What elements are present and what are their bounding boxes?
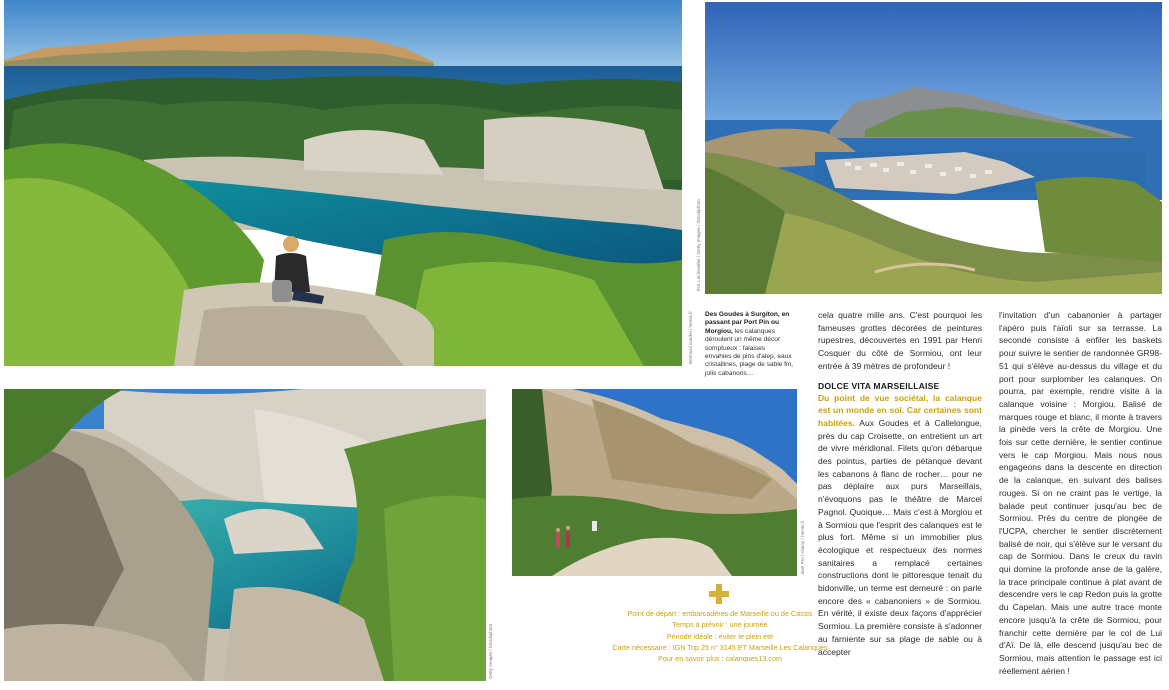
info-key: Carte nécessaire : [612,642,671,652]
info-value: une journée [727,620,768,630]
info-periode [605,631,835,642]
info-key: Pour en savoir plus : [658,654,724,664]
info-key: Période idéale : [666,631,717,641]
photo-village-bay [705,2,1162,294]
photo-credit: Bart Pro / Alamy / hemis.fr [800,520,805,574]
practical-info [605,608,835,664]
article-paragraph: cela quatre mille ans. C'est pourquoi les fameuses grottes décorées de peintures rupestres, découvertes en 1991 par Henri Cosquer du côté de Sormiou, ont leur entrée à 39 mètres de profondeur ! [818,310,982,371]
photo-credit: Éric Lechevalier / Getty Images / iStockphoto [696,199,701,291]
info-value: IGN Top 25 n° 3145 ET Marseille Les Calanques [670,642,828,652]
photo-caption [705,311,793,378]
article-paragraph: Aux Goudes et à Callelongue, près du cap Croisette, on entretient un art de vivre méridional. Filets qu'on débarque des pointus, parties de pétanque devant les cabanons à flanc de rocher… pour ne pas déplaire aux purs Marseillais, n'évoquons pas le théâtre de Marcel Pagnol. Quoique… Mais c'est à Morgiou et à Sormiou que l'esprit des calanques est le plus fort. Même si un immobilier plus écologique et respectueux des normes sanitaires a remplacé certaines constructions dont le pittoresque tenait du bidonville, un terme est demeuré : on parle encore des « cabanoniers » de Sormiou. En vérité, il existe deux façons d'apprécier Sormiou. La première consiste à s'adonner au farniente sur sa plage de sable ou à accepter [818,417,982,657]
lead-text: Du point de vue sociétal, la calanque est un monde en soi. Car certaines sont habitées. [818,392,982,428]
section-title: DOLCE VITA MARSEILLAISE [818,380,940,391]
info-value: embarcadères de Marseille ou de Cassis [680,609,813,618]
caption-bold: Des Goudes à Surgiton, en passant par Port Pin ou Morgiou, [705,311,790,335]
info-link[interactable]: calanques13.com [723,654,782,664]
photo-calanque-hiker [4,0,682,366]
info-key: Point de départ : [627,609,681,618]
photo-credit: Bertrand Gardel / hemis.fr [688,311,693,364]
photo-credit: Getty Images / iStockphoto [488,623,493,679]
info-depart [605,608,835,619]
article-column-a [818,309,982,658]
info-temps [605,619,835,630]
article-paragraph: l'invitation d'un cabanonier à partager l'apéro puis l'aïoli sur sa terrasse. La seconde consiste à enfiler les baskets pour suivre le sentier de randonnée GR98-51 qui s'élève au-dessus du village et du port pour surplomber les calanques. On pourra, par exemple, rendre visite à la calanque voisine : Morgiou. Balisé de marques rouge et blanc, il monte à travers la pinède vers la crête de Morgiou. Une fois sur cette dernière, le sentier continue vers le cap Morgiou. Mais nous nous engageons dans la descente en direction de la calanque, en suivant des balises rouges. Si on ne craint pas le vertige, la balade peut continuer jusqu'au bec de Sormiou. Près du centre de plongée de l'UCPA, chercher le sentier discrètement balisé de noir, qui s'élève sur le versant du cap de Sormiou. Dans le creux du ravin qui domine la profonde anse de la galère, la trace principale continue à plat avant de descendre vers le cap Redon puis la grotte du Capelan. Mais une autre trace monte encore jusqu'à la crête de Sormiou, pour franchir cette dernière par le col de Lui d'Aï. De là, elle descend jusqu'au bec de Sormiou, mais attention le passage est ici réellement aérien ! [999,310,1162,676]
info-carte [605,642,835,653]
photo-turquoise-inlet [4,389,486,681]
info-value: éviter le plein été [716,631,774,641]
photo-hikers-trail [512,389,797,576]
info-key: Temps à prévoir : [672,620,728,630]
article-column-b [999,309,1162,677]
caption-text: les calanques déroulent un même décor somptueux : falaises envahies de pins d'alep, eaux cristallines, plage de sable fin, jolis cabanons… [705,327,793,377]
plus-icon [709,584,729,604]
info-plus [605,653,835,664]
